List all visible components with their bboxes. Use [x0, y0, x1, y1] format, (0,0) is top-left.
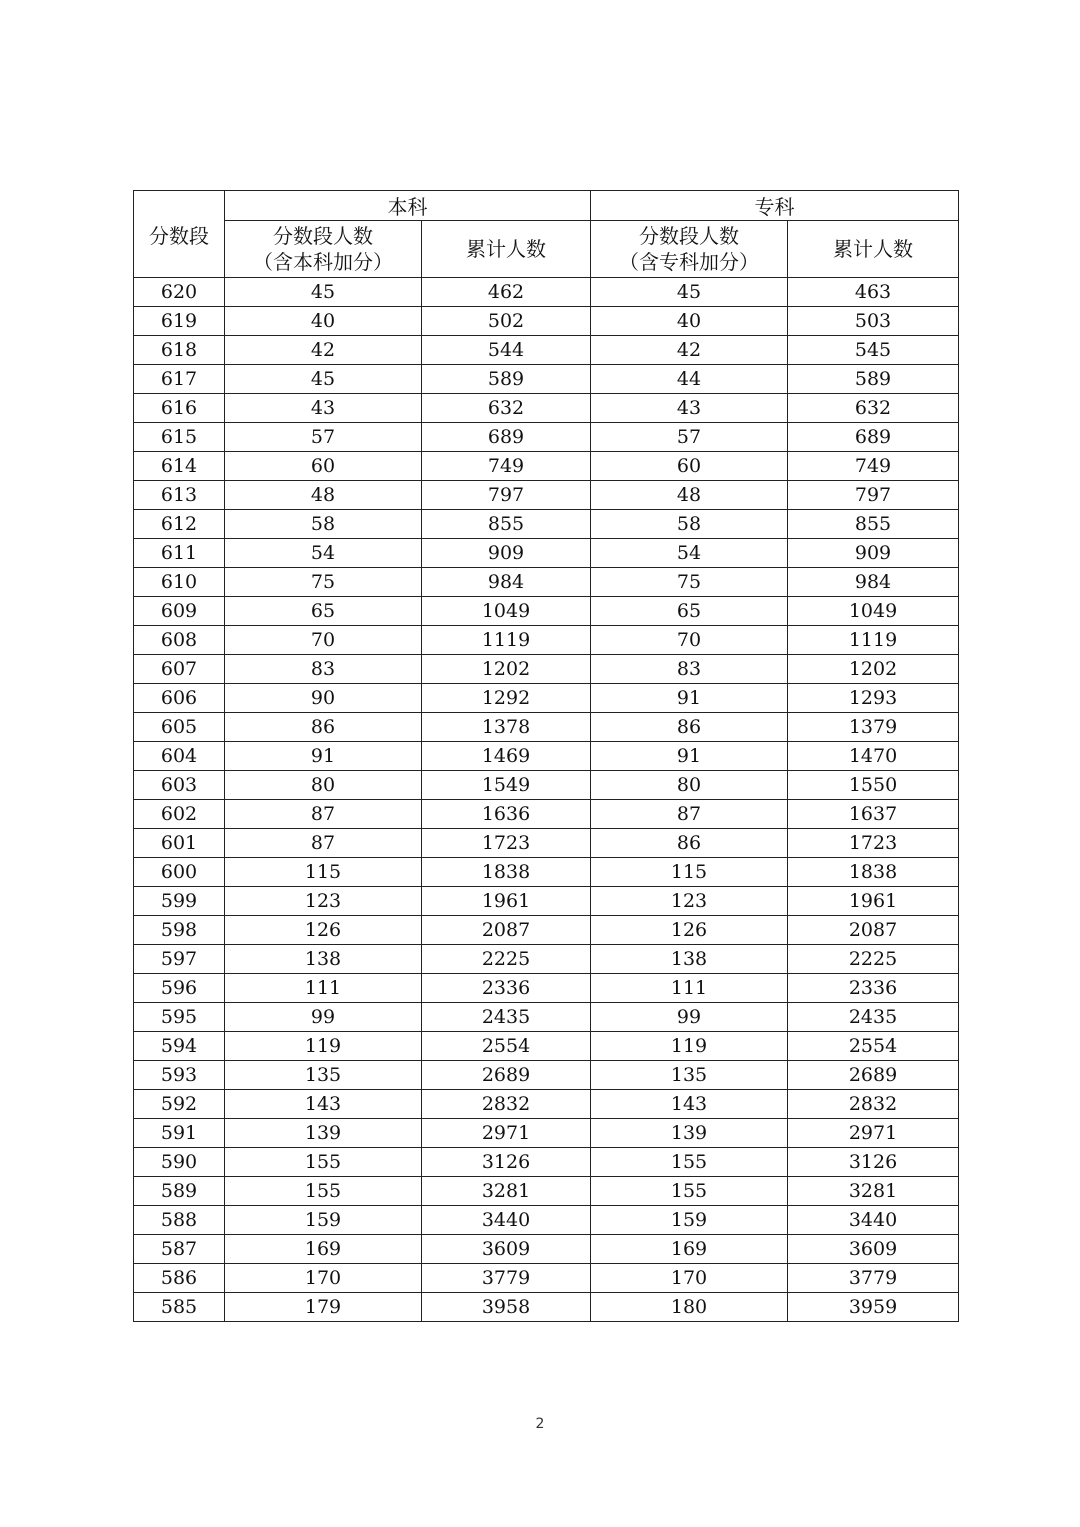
score-cell: 617: [134, 365, 225, 394]
vocational-cumulative-cell: 1470: [788, 742, 959, 771]
undergrad-count-cell: 70: [225, 626, 422, 655]
vocational-count-cell: 42: [591, 336, 788, 365]
undergrad-count-cell: 58: [225, 510, 422, 539]
score-cell: 620: [134, 278, 225, 307]
undergrad-count-cell: 57: [225, 423, 422, 452]
vocational-cumulative-cell: 749: [788, 452, 959, 481]
table-row: [134, 800, 959, 829]
undergrad-count-cell: 138: [225, 945, 422, 974]
vocational-cumulative-cell: 3281: [788, 1177, 959, 1206]
vocational-cumulative-cell: 1961: [788, 887, 959, 916]
undergrad-count-cell: 75: [225, 568, 422, 597]
vocational-count-cell: 138: [591, 945, 788, 974]
table-row: [134, 539, 959, 568]
vocational-count-cell: 54: [591, 539, 788, 568]
table-row: [134, 1235, 959, 1264]
undergrad-cumulative-cell: 502: [422, 307, 591, 336]
header-row-columns: [134, 221, 959, 278]
score-cell: 619: [134, 307, 225, 336]
undergrad-cumulative-cell: 2832: [422, 1090, 591, 1119]
undergrad-cumulative-cell: 1636: [422, 800, 591, 829]
undergrad-count-cell: 143: [225, 1090, 422, 1119]
table-row: [134, 742, 959, 771]
undergrad-count-cell: 48: [225, 481, 422, 510]
header-undergrad-cumulative: 累计人数: [422, 221, 591, 278]
undergrad-cumulative-cell: 2554: [422, 1032, 591, 1061]
undergrad-count-cell: 45: [225, 365, 422, 394]
undergrad-count-cell: 135: [225, 1061, 422, 1090]
vocational-count-cell: 58: [591, 510, 788, 539]
score-cell: 598: [134, 916, 225, 945]
vocational-cumulative-cell: 1838: [788, 858, 959, 887]
table-row: [134, 1003, 959, 1032]
table-row: [134, 713, 959, 742]
undergrad-count-cell: 83: [225, 655, 422, 684]
undergrad-count-cell: 99: [225, 1003, 422, 1032]
vocational-count-cell: 159: [591, 1206, 788, 1235]
table-row: [134, 1148, 959, 1177]
vocational-count-cell: 75: [591, 568, 788, 597]
undergrad-count-cell: 42: [225, 336, 422, 365]
undergrad-cumulative-cell: 1292: [422, 684, 591, 713]
score-cell: 605: [134, 713, 225, 742]
table-row: [134, 1090, 959, 1119]
undergrad-cumulative-cell: 1119: [422, 626, 591, 655]
score-cell: 616: [134, 394, 225, 423]
vocational-count-cell: 123: [591, 887, 788, 916]
score-cell: 588: [134, 1206, 225, 1235]
header-vocational-count: [591, 221, 788, 278]
undergrad-count-cell: 119: [225, 1032, 422, 1061]
vocational-cumulative-cell: 3440: [788, 1206, 959, 1235]
vocational-cumulative-cell: 463: [788, 278, 959, 307]
table-row: [134, 945, 959, 974]
undergrad-count-cell: 90: [225, 684, 422, 713]
table-row: [134, 1293, 959, 1322]
table-row: [134, 336, 959, 365]
vocational-count-cell: 155: [591, 1148, 788, 1177]
table-row: [134, 1264, 959, 1293]
table-row: [134, 568, 959, 597]
undergrad-count-cell: 111: [225, 974, 422, 1003]
score-cell: 601: [134, 829, 225, 858]
vocational-count-cell: 169: [591, 1235, 788, 1264]
undergrad-cumulative-cell: 1049: [422, 597, 591, 626]
table-row: [134, 829, 959, 858]
undergrad-count-cell: 123: [225, 887, 422, 916]
undergrad-count-cell: 155: [225, 1148, 422, 1177]
vocational-count-cell: 86: [591, 829, 788, 858]
table-row: [134, 858, 959, 887]
vocational-count-cell: 65: [591, 597, 788, 626]
score-cell: 594: [134, 1032, 225, 1061]
undergrad-count-cell: 169: [225, 1235, 422, 1264]
header-undergrad-count: [225, 221, 422, 278]
vocational-count-cell: 57: [591, 423, 788, 452]
header-row-groups: [134, 191, 959, 221]
undergrad-cumulative-cell: 3281: [422, 1177, 591, 1206]
score-cell: 613: [134, 481, 225, 510]
table-row: [134, 974, 959, 1003]
undergrad-count-cell: 87: [225, 829, 422, 858]
undergrad-count-cell: 43: [225, 394, 422, 423]
vocational-cumulative-cell: 909: [788, 539, 959, 568]
header-vocational-count-line2: （含专科加分）: [619, 250, 759, 274]
undergrad-count-cell: 80: [225, 771, 422, 800]
header-undergrad-count-line2: （含本科加分）: [253, 250, 393, 274]
table-row: [134, 423, 959, 452]
undergrad-cumulative-cell: 3440: [422, 1206, 591, 1235]
score-cell: 602: [134, 800, 225, 829]
undergrad-cumulative-cell: 855: [422, 510, 591, 539]
undergrad-cumulative-cell: 632: [422, 394, 591, 423]
score-cell: 597: [134, 945, 225, 974]
vocational-count-cell: 135: [591, 1061, 788, 1090]
table-body: [134, 278, 959, 1322]
table-row: [134, 655, 959, 684]
vocational-cumulative-cell: 797: [788, 481, 959, 510]
score-cell: 596: [134, 974, 225, 1003]
undergrad-count-cell: 60: [225, 452, 422, 481]
table-row: [134, 278, 959, 307]
vocational-cumulative-cell: 2336: [788, 974, 959, 1003]
undergrad-cumulative-cell: 2225: [422, 945, 591, 974]
vocational-count-cell: 44: [591, 365, 788, 394]
table-row: [134, 307, 959, 336]
vocational-count-cell: 99: [591, 1003, 788, 1032]
undergrad-cumulative-cell: 2087: [422, 916, 591, 945]
score-cell: 604: [134, 742, 225, 771]
undergrad-cumulative-cell: 2435: [422, 1003, 591, 1032]
vocational-count-cell: 139: [591, 1119, 788, 1148]
table-row: [134, 771, 959, 800]
score-cell: 606: [134, 684, 225, 713]
undergrad-count-cell: 159: [225, 1206, 422, 1235]
table-row: [134, 1032, 959, 1061]
vocational-cumulative-cell: 2225: [788, 945, 959, 974]
header-undergrad: 本科: [225, 191, 591, 221]
vocational-cumulative-cell: 855: [788, 510, 959, 539]
table-row: [134, 1206, 959, 1235]
vocational-cumulative-cell: 2087: [788, 916, 959, 945]
vocational-count-cell: 70: [591, 626, 788, 655]
header-vocational-count-line1: 分数段人数: [639, 224, 739, 248]
undergrad-cumulative-cell: 984: [422, 568, 591, 597]
vocational-count-cell: 86: [591, 713, 788, 742]
vocational-count-cell: 87: [591, 800, 788, 829]
header-vocational-cumulative: 累计人数: [788, 221, 959, 278]
vocational-cumulative-cell: 1119: [788, 626, 959, 655]
undergrad-cumulative-cell: 797: [422, 481, 591, 510]
vocational-count-cell: 111: [591, 974, 788, 1003]
vocational-cumulative-cell: 503: [788, 307, 959, 336]
undergrad-cumulative-cell: 1469: [422, 742, 591, 771]
undergrad-count-cell: 86: [225, 713, 422, 742]
undergrad-count-cell: 126: [225, 916, 422, 945]
score-cell: 599: [134, 887, 225, 916]
undergrad-cumulative-cell: 1723: [422, 829, 591, 858]
undergrad-cumulative-cell: 3958: [422, 1293, 591, 1322]
page-number: 2: [535, 1416, 545, 1432]
vocational-cumulative-cell: 1723: [788, 829, 959, 858]
score-cell: 600: [134, 858, 225, 887]
vocational-count-cell: 45: [591, 278, 788, 307]
table-row: [134, 1177, 959, 1206]
undergrad-cumulative-cell: 3609: [422, 1235, 591, 1264]
undergrad-cumulative-cell: 689: [422, 423, 591, 452]
vocational-cumulative-cell: 984: [788, 568, 959, 597]
vocational-count-cell: 126: [591, 916, 788, 945]
undergrad-count-cell: 115: [225, 858, 422, 887]
vocational-cumulative-cell: 2832: [788, 1090, 959, 1119]
undergrad-count-cell: 87: [225, 800, 422, 829]
score-cell: 593: [134, 1061, 225, 1090]
vocational-cumulative-cell: 632: [788, 394, 959, 423]
table-row: [134, 887, 959, 916]
undergrad-cumulative-cell: 3126: [422, 1148, 591, 1177]
table-row: [134, 510, 959, 539]
table-row: [134, 452, 959, 481]
score-cell: 587: [134, 1235, 225, 1264]
table-row: [134, 1061, 959, 1090]
score-cell: 590: [134, 1148, 225, 1177]
header-vocational: 专科: [591, 191, 959, 221]
undergrad-count-cell: 179: [225, 1293, 422, 1322]
score-cell: 591: [134, 1119, 225, 1148]
vocational-cumulative-cell: 2971: [788, 1119, 959, 1148]
vocational-cumulative-cell: 1293: [788, 684, 959, 713]
undergrad-cumulative-cell: 749: [422, 452, 591, 481]
vocational-count-cell: 80: [591, 771, 788, 800]
vocational-count-cell: 83: [591, 655, 788, 684]
undergrad-count-cell: 139: [225, 1119, 422, 1148]
vocational-cumulative-cell: 1379: [788, 713, 959, 742]
vocational-cumulative-cell: 1202: [788, 655, 959, 684]
header-score-segment: 分数段: [134, 191, 225, 278]
vocational-cumulative-cell: 2689: [788, 1061, 959, 1090]
undergrad-cumulative-cell: 909: [422, 539, 591, 568]
undergrad-count-cell: 65: [225, 597, 422, 626]
vocational-count-cell: 170: [591, 1264, 788, 1293]
score-table: [133, 190, 959, 1322]
vocational-cumulative-cell: 1550: [788, 771, 959, 800]
vocational-cumulative-cell: 3959: [788, 1293, 959, 1322]
vocational-count-cell: 180: [591, 1293, 788, 1322]
table-row: [134, 916, 959, 945]
vocational-cumulative-cell: 3779: [788, 1264, 959, 1293]
table-row: [134, 481, 959, 510]
table-row: [134, 365, 959, 394]
undergrad-cumulative-cell: 462: [422, 278, 591, 307]
score-cell: 603: [134, 771, 225, 800]
undergrad-cumulative-cell: 1549: [422, 771, 591, 800]
score-cell: 586: [134, 1264, 225, 1293]
undergrad-cumulative-cell: 2971: [422, 1119, 591, 1148]
undergrad-count-cell: 155: [225, 1177, 422, 1206]
score-cell: 615: [134, 423, 225, 452]
vocational-cumulative-cell: 3126: [788, 1148, 959, 1177]
undergrad-cumulative-cell: 1961: [422, 887, 591, 916]
score-cell: 592: [134, 1090, 225, 1119]
vocational-count-cell: 155: [591, 1177, 788, 1206]
undergrad-cumulative-cell: 1202: [422, 655, 591, 684]
vocational-cumulative-cell: 689: [788, 423, 959, 452]
vocational-count-cell: 43: [591, 394, 788, 423]
vocational-count-cell: 119: [591, 1032, 788, 1061]
table-row: [134, 684, 959, 713]
vocational-cumulative-cell: 1637: [788, 800, 959, 829]
score-cell: 608: [134, 626, 225, 655]
table-row: [134, 1119, 959, 1148]
table-row: [134, 394, 959, 423]
score-cell: 612: [134, 510, 225, 539]
undergrad-count-cell: 40: [225, 307, 422, 336]
vocational-count-cell: 40: [591, 307, 788, 336]
undergrad-count-cell: 45: [225, 278, 422, 307]
undergrad-cumulative-cell: 589: [422, 365, 591, 394]
vocational-count-cell: 91: [591, 684, 788, 713]
undergrad-cumulative-cell: 3779: [422, 1264, 591, 1293]
score-cell: 610: [134, 568, 225, 597]
vocational-cumulative-cell: 589: [788, 365, 959, 394]
vocational-cumulative-cell: 2554: [788, 1032, 959, 1061]
table-row: [134, 597, 959, 626]
score-cell: 614: [134, 452, 225, 481]
vocational-count-cell: 115: [591, 858, 788, 887]
header-undergrad-count-line1: 分数段人数: [273, 224, 373, 248]
undergrad-cumulative-cell: 544: [422, 336, 591, 365]
undergrad-count-cell: 170: [225, 1264, 422, 1293]
undergrad-count-cell: 91: [225, 742, 422, 771]
score-cell: 609: [134, 597, 225, 626]
undergrad-cumulative-cell: 2336: [422, 974, 591, 1003]
vocational-count-cell: 91: [591, 742, 788, 771]
table-row: [134, 626, 959, 655]
vocational-cumulative-cell: 1049: [788, 597, 959, 626]
vocational-count-cell: 48: [591, 481, 788, 510]
undergrad-cumulative-cell: 1378: [422, 713, 591, 742]
score-cell: 585: [134, 1293, 225, 1322]
undergrad-cumulative-cell: 2689: [422, 1061, 591, 1090]
score-cell: 611: [134, 539, 225, 568]
score-cell: 607: [134, 655, 225, 684]
vocational-count-cell: 60: [591, 452, 788, 481]
undergrad-count-cell: 54: [225, 539, 422, 568]
score-cell: 589: [134, 1177, 225, 1206]
undergrad-cumulative-cell: 1838: [422, 858, 591, 887]
vocational-count-cell: 143: [591, 1090, 788, 1119]
score-cell: 618: [134, 336, 225, 365]
score-cell: 595: [134, 1003, 225, 1032]
vocational-cumulative-cell: 3609: [788, 1235, 959, 1264]
vocational-cumulative-cell: 545: [788, 336, 959, 365]
vocational-cumulative-cell: 2435: [788, 1003, 959, 1032]
